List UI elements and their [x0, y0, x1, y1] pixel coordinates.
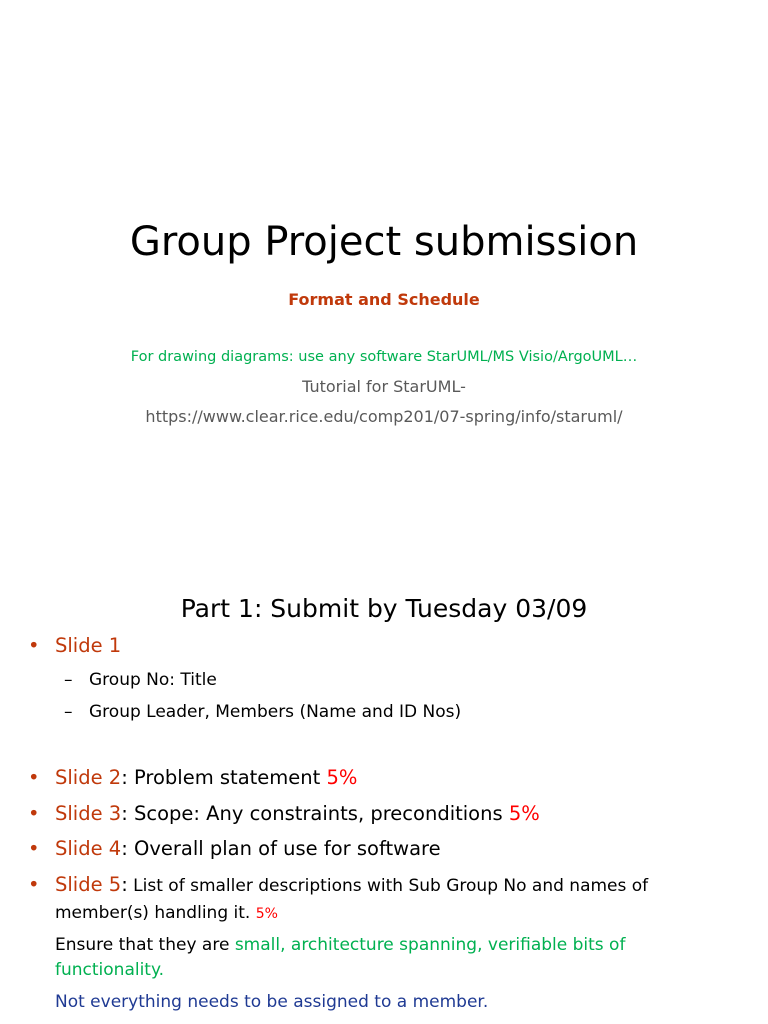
- slide-title: Group Project submission: [129, 219, 639, 265]
- diagram-software-note: For drawing diagrams: use any software StarUML/MS Visio/ArgoUML…: [130, 349, 638, 365]
- slide-subtitle: Format and Schedule: [288, 290, 480, 309]
- bullet-dot: •: [28, 873, 40, 896]
- bullet-slide-4: [28, 836, 441, 862]
- slide-1-label: Slide 1: [55, 634, 122, 657]
- slide-3-text: : Scope: Any constraints, preconditions: [121, 802, 509, 825]
- tutorial-label: Tutorial for StarUML-: [302, 377, 466, 396]
- slide-5-text-line1: List of smaller descriptions with Sub Group No and names of: [127, 876, 649, 896]
- bullet-slide-5: [28, 872, 648, 899]
- bullet-slide-1: [28, 633, 121, 659]
- ensure-note-line1: [55, 933, 625, 957]
- part1-heading: Part 1: Submit by Tuesday 03/09: [180, 594, 588, 623]
- tutorial-url: https://www.clear.rice.edu/comp201/07-spring/info/staruml/: [145, 407, 623, 426]
- slide-5-label: Slide 5: [55, 873, 122, 896]
- ensure-green-line1: small, architecture spanning, verifiable bits of: [234, 935, 626, 955]
- slide-5-colon: :: [121, 873, 128, 896]
- assignment-note: Not everything needs to be assigned to a member.: [55, 992, 489, 1012]
- bullet-slide-3: [28, 801, 540, 827]
- sub-bullet-text: Group No: Title: [89, 670, 217, 690]
- ensure-green-line2: functionality.: [55, 960, 165, 980]
- slide-5-weight: 5%: [255, 906, 278, 922]
- dash-glyph: –: [64, 702, 73, 722]
- slide-5-continuation: [55, 901, 278, 926]
- bullet-dot: •: [28, 837, 40, 860]
- slide-3-label: Slide 3: [55, 802, 122, 825]
- slide-5-text-line2: member(s) handling it.: [55, 903, 256, 923]
- bullet-dot: •: [28, 766, 40, 789]
- ensure-note-line2: [55, 958, 164, 982]
- slide-4-text: : Overall plan of use for software: [121, 837, 441, 860]
- bullet-dot: •: [28, 634, 40, 657]
- slide-4-label: Slide 4: [55, 837, 122, 860]
- slide-2-text: : Problem statement: [121, 766, 327, 789]
- slide-2-label: Slide 2: [55, 766, 122, 789]
- sub-bullet-group-leader: [64, 700, 461, 724]
- dash-glyph: –: [64, 670, 73, 690]
- sub-bullet-text: Group Leader, Members (Name and ID Nos): [89, 702, 462, 722]
- slide-3-weight: 5%: [508, 802, 540, 825]
- ensure-prefix: Ensure that they are: [55, 935, 235, 955]
- bullet-dot: •: [28, 802, 40, 825]
- slide-2-weight: 5%: [326, 766, 358, 789]
- sub-bullet-group-no: [64, 668, 217, 692]
- bullet-slide-2: [28, 765, 357, 791]
